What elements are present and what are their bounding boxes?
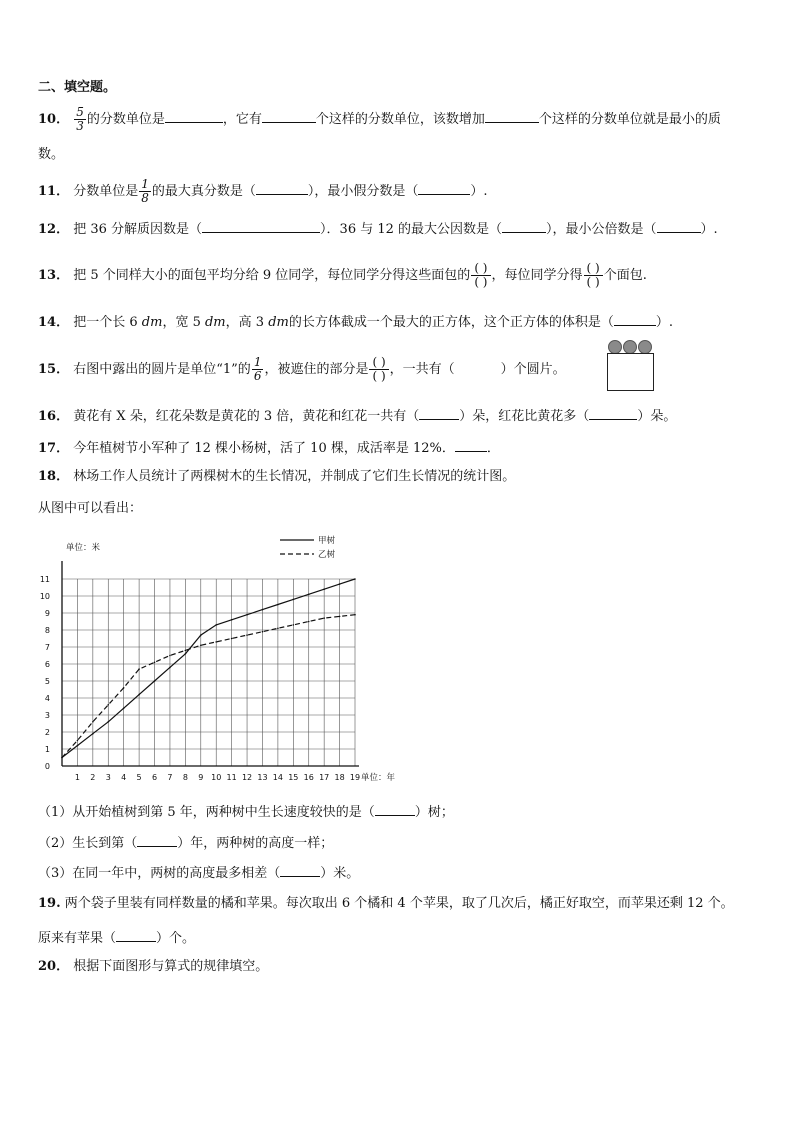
question-number: 19. [38, 896, 61, 911]
question-text: ，宽 5 [162, 315, 201, 330]
question-19-continued [38, 927, 195, 948]
question-text: ）朵。 [637, 409, 677, 424]
question-10-continued: 数。 [38, 147, 65, 162]
question-text: ，它有 [222, 112, 262, 127]
question-text: （1）从开始植树到第 5 年，两种树中生长速度较快的是（ [38, 805, 375, 820]
unit-label: dm [204, 315, 226, 330]
fraction-1-8 [139, 178, 151, 205]
circle-piece-icon [638, 340, 652, 354]
question-20 [38, 958, 268, 976]
y-tick-label: 11 [39, 575, 50, 584]
data-point [77, 745, 79, 747]
question-number: 20． [38, 959, 70, 974]
question-16 [38, 405, 676, 426]
question-text: 的分数单位是 [86, 112, 165, 127]
question-text: ）. [700, 222, 718, 237]
data-point [231, 638, 233, 640]
answer-blank[interactable] [116, 927, 156, 942]
fraction-numerator-blank[interactable]: ( ) [586, 261, 600, 275]
question-10 [38, 106, 721, 133]
data-point [262, 609, 264, 611]
answer-blank[interactable] [502, 218, 546, 233]
question-text: 林场工作人员统计了两棵树木的生长情况，并制成了它们生长情况的统计图。 [73, 469, 516, 484]
data-point [92, 733, 94, 735]
data-point [92, 721, 94, 723]
question-number: 14． [38, 315, 70, 330]
data-point [308, 594, 310, 596]
question-18-prompt: 从图中可以看出： [38, 501, 143, 516]
question-text: ）. [470, 184, 488, 199]
data-point [246, 634, 248, 636]
question-text: 把 36 分解质因数是（ [73, 222, 203, 237]
question-number: 16． [38, 409, 70, 424]
question-15 [38, 356, 566, 383]
data-point [77, 740, 79, 742]
y-tick-label: 3 [44, 711, 50, 720]
question-text: ）个圆片。 [500, 362, 566, 377]
x-tick-label: 19 [349, 773, 361, 782]
question-number: 17． [38, 441, 70, 456]
answer-blank[interactable] [485, 108, 539, 123]
y-tick-label: 10 [39, 592, 50, 601]
chart-series [61, 578, 356, 758]
question-text: ），最小假分数是（ [307, 184, 419, 199]
question-number: 18． [38, 469, 70, 484]
series-line-jia [62, 579, 355, 758]
question-text: 的长方体截成一个最大的正方体，这个正方体的体积是（ [288, 315, 614, 330]
fraction-denominator: 8 [141, 191, 149, 205]
x-tick-label: 1 [74, 773, 80, 782]
question-17 [38, 437, 500, 458]
answer-blank[interactable] [419, 405, 459, 420]
x-tick-label: 8 [182, 773, 188, 782]
data-point [107, 704, 109, 706]
question-text: 右图中露出的圆片是单位“1”的 [73, 362, 251, 377]
fraction-denominator-blank[interactable]: ( ) [372, 369, 386, 383]
circle-piece-icon [608, 340, 622, 354]
circle-piece-icon [623, 340, 637, 354]
data-point [200, 634, 202, 636]
question-text: 两个袋子里装有同样数量的橘和苹果。每次取出 6 个橘和 4 个苹果，取了几次后，橘正好取空，而苹果还剩 12 个。 [64, 896, 734, 911]
data-point [185, 653, 187, 655]
x-tick-label: 9 [198, 773, 204, 782]
y-tick-label: 2 [44, 728, 50, 737]
question-text: ，高 3 [225, 315, 265, 330]
fraction-numerator: 1 [253, 355, 262, 369]
answer-blank[interactable] [657, 218, 701, 233]
data-point [277, 628, 279, 630]
section-title: 二、填空题。 [38, 80, 117, 95]
y-tick-label: 7 [44, 643, 50, 652]
chart-legend [280, 535, 336, 560]
data-point [293, 624, 295, 626]
data-point [262, 631, 264, 633]
question-text: ，每位同学分得 [491, 268, 583, 283]
y-tick-label: 6 [44, 660, 50, 669]
question-text: ），最小公倍数是（ [546, 222, 657, 237]
x-tick-label: 17 [319, 773, 330, 782]
growth-line-chart [38, 530, 418, 792]
question-text: （2）生长到第（ [38, 836, 138, 851]
fraction-numerator-blank[interactable]: ( ) [372, 355, 386, 369]
question-text: ，一共有（ [389, 362, 455, 377]
fraction-numerator: 5 [76, 105, 84, 119]
data-point [215, 624, 217, 626]
fraction-denominator: 3 [76, 119, 84, 133]
fraction-5-3 [74, 106, 86, 133]
data-point [185, 650, 187, 652]
question-number: 12． [38, 222, 70, 237]
y-tick-label: 4 [44, 694, 50, 703]
question-text: 把一个长 6 [73, 315, 138, 330]
fraction-blank[interactable] [471, 262, 490, 289]
data-point [154, 680, 156, 682]
fraction-blank[interactable] [369, 356, 388, 383]
question-text: 把 5 个同样大小的面包平均分给 9 位同学，每位同学分得这些面包的 [73, 268, 471, 283]
data-point [169, 667, 171, 669]
question-text: 的最大真分数是（ [151, 184, 256, 199]
x-tick-label: 4 [121, 773, 127, 782]
x-tick-label: 10 [211, 773, 222, 782]
chart-labels [40, 542, 396, 783]
fraction-denominator: 6 [253, 369, 262, 383]
question-text: ）. [655, 315, 673, 330]
question-text: ）．36 与 12 的最大公因数是（ [320, 222, 503, 237]
question-text: ． [486, 441, 500, 456]
answer-blank[interactable] [280, 862, 320, 877]
question-text: 黄花有 X 朵，红花朵数是黄花的 3 倍，黄花和红花一共有（ [73, 409, 420, 424]
fraction-numerator-blank[interactable]: ( ) [474, 261, 488, 275]
answer-blank[interactable] [375, 801, 415, 816]
answer-blank[interactable] [589, 405, 637, 420]
fraction-denominator-blank[interactable]: ( ) [586, 275, 600, 289]
data-point [107, 721, 109, 723]
fraction-denominator-blank[interactable]: ( ) [474, 275, 488, 289]
y-axis-label: 单位：米 [66, 543, 101, 553]
question-text: ）米。 [320, 866, 360, 881]
data-point [354, 614, 356, 616]
chart-axes [62, 561, 359, 766]
data-point [138, 668, 140, 670]
answer-blank[interactable] [137, 832, 177, 847]
x-tick-label: 12 [241, 773, 253, 782]
data-point [123, 707, 125, 709]
data-point [200, 645, 202, 647]
data-point [339, 616, 341, 618]
data-point [308, 621, 310, 623]
data-point [123, 687, 125, 689]
question-13 [38, 262, 647, 289]
x-tick-label: 7 [167, 773, 173, 782]
question-number: 15． [38, 362, 70, 377]
question-number: 10． [38, 112, 70, 127]
fraction-1-6 [252, 356, 264, 383]
chart-grid [62, 579, 355, 766]
x-tick-label: 18 [334, 773, 345, 782]
x-tick-label: 2 [90, 773, 96, 782]
question-text: （3）在同一年中，两树的高度最多相差（ [38, 866, 281, 881]
data-point [154, 662, 156, 664]
question-18-part-3 [38, 862, 359, 883]
x-tick-label: 15 [288, 773, 299, 782]
x-tick-label: 16 [303, 773, 314, 782]
data-point [339, 583, 341, 585]
data-point [138, 694, 140, 696]
series-line-yi [62, 615, 355, 758]
question-14 [38, 311, 673, 332]
question-text: ，被遮住的部分是 [264, 362, 369, 377]
data-point [293, 599, 295, 601]
question-text: ）树； [414, 805, 454, 820]
answer-blank[interactable] [165, 108, 223, 123]
question-18-part-1 [38, 801, 454, 822]
question-text: ）年，两种树的高度一样； [177, 836, 334, 851]
question-number: 13． [38, 268, 70, 283]
question-text: 个面包. [603, 268, 647, 283]
data-point [61, 757, 63, 759]
data-point [169, 655, 171, 657]
question-number: 11． [38, 184, 70, 199]
data-point [277, 604, 279, 606]
data-point [354, 578, 356, 580]
x-tick-label: 13 [257, 773, 268, 782]
x-axis-label: 单位：年 [361, 773, 396, 783]
data-point [323, 588, 325, 590]
question-text: 个这样的分数单位，该数增加 [315, 112, 485, 127]
question-text: ）朵，红花比黄花多（ [459, 409, 590, 424]
question-text: 原来有苹果（ [38, 931, 117, 946]
data-point [323, 617, 325, 619]
answer-blank[interactable] [418, 180, 470, 195]
x-tick-label: 6 [151, 773, 158, 782]
question-text: ）个。 [156, 931, 196, 946]
answer-blank[interactable] [614, 311, 656, 326]
question-text: 根据下面图形与算式的规律填空。 [73, 959, 269, 974]
legend-label: 乙树 [318, 550, 336, 560]
x-tick-label: 11 [226, 773, 237, 782]
answer-blank[interactable] [256, 180, 308, 195]
question-18 [38, 468, 515, 486]
question-text: 今年植树节小军种了 12 棵小杨树，活了 10 棵，成活率是 12%． [73, 441, 455, 456]
y-tick-label: 0 [44, 762, 50, 771]
circle-pieces-figure [606, 340, 654, 392]
data-point [246, 614, 248, 616]
question-12 [38, 218, 718, 239]
y-tick-label: 9 [44, 609, 50, 618]
unit-label: dm [268, 315, 289, 330]
data-point [215, 641, 217, 643]
question-11 [38, 178, 488, 205]
legend-label: 甲树 [318, 536, 336, 546]
question-text: 个这样的分数单位就是最小的质 [538, 112, 721, 127]
y-tick-label: 5 [44, 677, 50, 686]
answer-blank[interactable] [262, 108, 316, 123]
unit-label: dm [141, 315, 163, 330]
covering-square [607, 353, 654, 391]
x-tick-label: 5 [136, 773, 142, 782]
y-tick-label: 1 [44, 745, 50, 754]
question-18-part-2 [38, 832, 333, 853]
fraction-blank[interactable] [584, 262, 603, 289]
fraction-numerator: 1 [141, 177, 149, 191]
question-text: 分数单位是 [73, 184, 139, 199]
x-tick-label: 14 [272, 773, 283, 782]
data-point [231, 619, 233, 621]
answer-blank[interactable] [455, 437, 487, 452]
y-tick-label: 8 [44, 626, 50, 635]
question-19 [38, 895, 734, 913]
answer-blank[interactable] [202, 218, 320, 233]
x-tick-label: 3 [105, 773, 111, 782]
